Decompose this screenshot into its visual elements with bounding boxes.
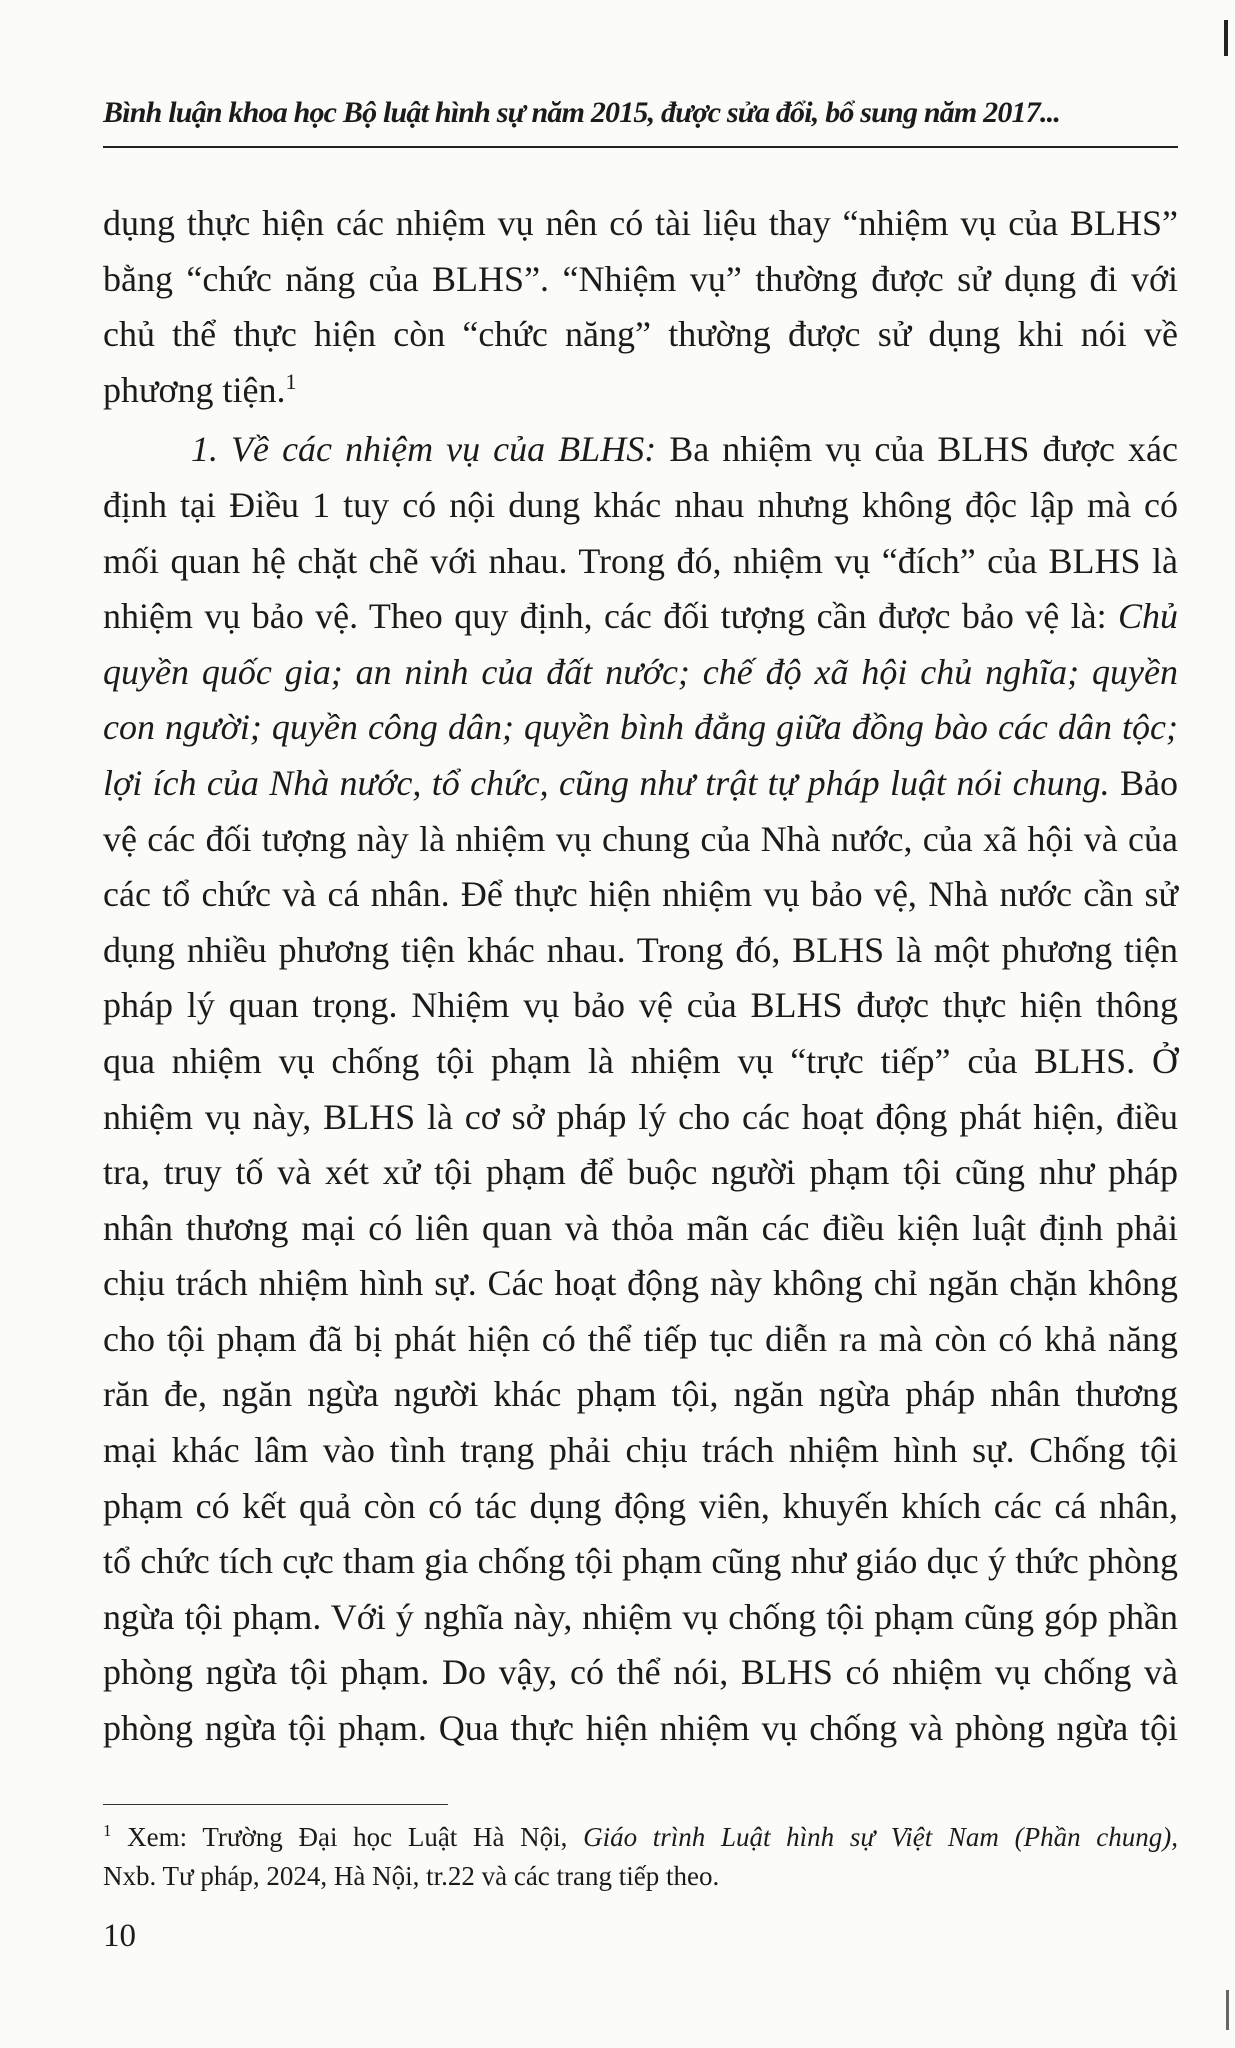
text-line — [103, 589, 1178, 645]
text-line-italic — [103, 700, 1178, 756]
text-line-end: phương tiện. — [103, 369, 286, 410]
running-header: Bình luận khoa học Bộ luật hình sự năm 2015, được sửa đổi, bổ sung năm 2017... — [103, 96, 1061, 129]
text-line: tra, truy tố và xét xử tội phạm để buộc người phạm tội cũng như pháp — [103, 1152, 1178, 1193]
page-number: 10 — [103, 1918, 136, 1954]
text-line — [103, 756, 1178, 812]
footnote-number: 1 — [103, 1821, 112, 1840]
footnote-rule — [103, 1804, 448, 1805]
text-line: chịu trách nhiệm hình sự. Các hoạt động này không chỉ ngăn chặn không — [103, 1263, 1178, 1304]
text-line: mối quan hệ chặt chẽ với nhau. Trong đó, nhiệm vụ “đích” của BLHS là — [103, 540, 1178, 581]
footnote — [103, 1818, 1178, 1896]
text-normal: nhiệm vụ bảo vệ. Theo quy định, các đối tượng cần được bảo vệ là: — [103, 596, 1118, 637]
footnote-text: Xem: Trường Đại học Luật Hà Nội, — [111, 1822, 584, 1852]
text-line-rest: Ba nhiệm vụ của BLHS được xác — [656, 429, 1179, 470]
text-line: bằng “chức năng của BLHS”. “Nhiệm vụ” thường được sử dụng đi với — [103, 258, 1178, 299]
footnote-book-title: Giáo trình Luật hình sự Việt Nam (Phần chung), — [583, 1822, 1178, 1852]
page-edge-mark — [1224, 20, 1228, 56]
text-line: tổ chức tích cực tham gia chống tội phạm cũng như giáo dục ý thức phòng — [103, 1541, 1178, 1582]
text-line: phạm có kết quả còn có tác dụng động viên, khuyến khích các cá nhân, — [103, 1485, 1178, 1526]
text-line: răn đe, ngăn ngừa người khác phạm tội, ngăn ngừa pháp nhân thương — [103, 1374, 1178, 1415]
text-line: qua nhiệm vụ chống tội phạm là nhiệm vụ “trực tiếp” của BLHS. Ở — [103, 1040, 1178, 1081]
page-edge-mark — [1226, 1990, 1229, 2030]
footnote-ref[interactable]: 1 — [285, 368, 297, 394]
text-line: dụng thực hiện các nhiệm vụ nên có tài liệu thay “nhiệm vụ của BLHS” — [103, 203, 1178, 243]
text-line: ngừa tội phạm. Với ý nghĩa này, nhiệm vụ chống tội phạm cũng góp phần — [103, 1596, 1178, 1637]
body-text — [103, 196, 1178, 1757]
text-line: dụng nhiều phương tiện khác nhau. Trong đó, BLHS là một phương tiện — [103, 929, 1178, 970]
text-italic: con người; quyền công dân; quyền bình đẳng giữa đồng bào các dân tộc; — [103, 707, 1178, 748]
text-line: nhiệm vụ này, BLHS là cơ sở pháp lý cho các hoạt động phát hiện, điều — [103, 1096, 1178, 1137]
header-rule — [103, 146, 1178, 148]
text-line: phòng ngừa tội phạm. Do vậy, có thể nói, BLHS có nhiệm vụ chống và — [103, 1652, 1178, 1693]
text-italic: quyền quốc gia; an ninh của đất nước; chế độ xã hội chủ nghĩa; quyền — [103, 651, 1178, 692]
text-line: định tại Điều 1 tuy có nội dung khác nhau nhưng không độc lập mà có — [103, 484, 1178, 525]
text-line — [103, 363, 1178, 419]
footnote-line — [103, 1818, 1178, 1857]
section-first-line — [103, 422, 1178, 478]
text-line: mại khác lâm vào tình trạng phải chịu trách nhiệm hình sự. Chống tội — [103, 1430, 1178, 1471]
text-line: pháp lý quan trọng. Nhiệm vụ bảo vệ của BLHS được thực hiện thông — [103, 985, 1178, 1026]
text-italic: Chủ — [1117, 596, 1178, 637]
text-italic: lợi ích của Nhà nước, tổ chức, cũng như trật tự pháp luật nói chung. — [103, 762, 1110, 803]
section-heading: 1. Về các nhiệm vụ của BLHS: — [191, 429, 657, 470]
footnote-line: Nxb. Tư pháp, 2024, Hà Nội, tr.22 và các trang tiếp theo. — [103, 1861, 720, 1891]
text-line: phòng ngừa tội phạm. Qua thực hiện nhiệm vụ chống và phòng ngừa tội — [103, 1708, 1178, 1749]
text-line: nhân thương mại có liên quan và thỏa mãn các điều kiện luật định phải — [103, 1207, 1178, 1248]
text-line: cho tội phạm đã bị phát hiện có thể tiếp tục diễn ra mà còn có khả năng — [103, 1318, 1178, 1359]
text-line: các tổ chức và cá nhân. Để thực hiện nhiệm vụ bảo vệ, Nhà nước cần sử — [103, 874, 1178, 915]
text-line: vệ các đối tượng này là nhiệm vụ chung của Nhà nước, của xã hội và của — [103, 818, 1178, 859]
text-line-italic — [103, 645, 1178, 701]
text-line: chủ thể thực hiện còn “chức năng” thường được sử dụng khi nói về — [103, 314, 1178, 355]
text-normal: Bảo — [1109, 762, 1178, 803]
